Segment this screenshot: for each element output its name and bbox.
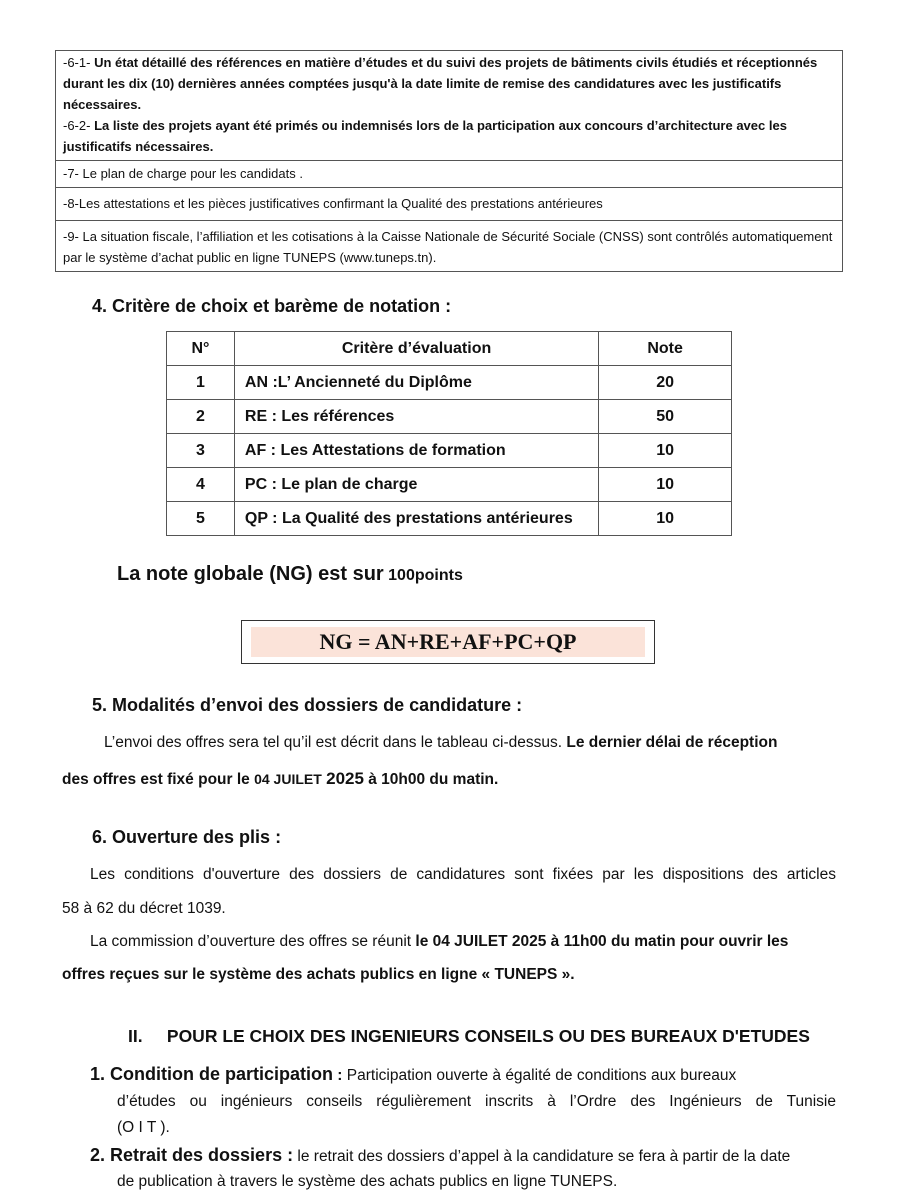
section-5-heading: 5. Modalités d’envoi des dossiers de candidature : [92,695,523,715]
global-note-points: 100points [388,567,463,584]
criteria-table [166,331,732,536]
item-9: -9- La situation fiscale, l’affiliation et les cotisations à la Caisse Nationale de Sécurité Sociale (CNSS) sont contrôlés automatiquement par le système d’achat public en ligne TUNEPS (www.tuneps.tn). [56,220,842,271]
table-row [167,502,732,536]
cell-number: 3 [167,434,235,468]
section-6-p2-line1 [90,932,836,952]
section-6-p2-bold-b: offres reçues sur le système des achats publics en ligne « TUNEPS ». [62,966,575,983]
part-2-item-1-text: Participation ouverte à égalité de conditions aux bureaux [346,1067,737,1084]
cell-criterion: PC : Le plan de charge [234,468,598,502]
section-5-paragraph-line2 [62,769,838,790]
cell-criterion: RE : Les références [234,400,598,434]
section-5-date: 04 JUILET [254,771,322,787]
table-row [167,400,732,434]
cell-note: 10 [599,502,732,536]
col-header-criterion: Critère d’évaluation [234,332,598,366]
section-6-p1-line1: Les conditions d'ouverture des dossiers de candidatures sont fixées par les dispositions des articles [90,866,836,883]
col-header-note: Note [599,332,732,366]
table-row [167,366,732,400]
formula-box [241,620,655,664]
col-header-number: N° [167,332,235,366]
cell-number: 1 [167,366,235,400]
part-2-item-2-line1 [90,1145,836,1167]
section-5-text: L’envoi des offres sera tel qu’il est décrit dans le tableau ci-dessus. [104,734,563,751]
item-6-1-number: -6-1- [63,55,91,70]
cell-criterion: QP : La Qualité des prestations antérieures [234,502,598,536]
requirements-box [55,50,843,272]
section-5-paragraph-line1 [62,733,838,753]
part-2-item-1-line1 [90,1064,836,1086]
item-6-2-text: La liste des projets ayant été primés ou indemnisés lors de la participation aux concours d’architecture avec les justificatifs nécessaires. [63,118,787,154]
section-5-deadline-a: Le dernier délai de réception [566,734,778,751]
cell-note: 50 [599,400,732,434]
global-note-line [117,563,463,586]
section-5-time: à 10h00 du matin. [368,771,499,788]
part-2-item-2-title: 2. Retrait des dossiers : [90,1145,294,1165]
table-row [167,434,732,468]
formula-text: NG = AN+RE+AF+PC+QP [251,627,645,657]
criteria-table-header [167,332,732,366]
item-8: -8-Les attestations et les pièces justificatives confirmant la Qualité des prestations antérieures [56,187,842,220]
part-2-item-1-colon: : [333,1067,343,1084]
requirements-row-6 [56,51,842,160]
section-6-p1-line2: 58 à 62 du décret 1039. [62,900,226,917]
section-6-heading: 6. Ouverture des plis : [92,827,282,847]
section-5-year: 2025 [326,769,364,788]
section-6-p2-text: La commission d’ouverture des offres se réunit [90,933,412,950]
section-4-heading: 4. Critère de choix et barème de notation : [92,296,452,316]
part-2-item-1-line2: d’études ou ingénieurs conseils régulièrement inscrits à l’Ordre des Ingénieurs de Tunisie [117,1093,836,1110]
item-6-1-text: Un état détaillé des références en matière d’études et du suivi des projets de bâtiments civils étudiés et réceptionnés durant les dix (10) dernières années comptées jusqu'à la date limite de remise des candidatures avec les justificatifs nécessaires. [63,55,818,112]
cell-criterion: AN :L’ Ancienneté du Diplôme [234,366,598,400]
item-7: -7- Le plan de charge pour les candidats . [56,160,842,187]
section-6-p2-line2 [62,965,575,985]
item-6-2 [63,115,835,157]
table-row [167,468,732,502]
cell-number: 2 [167,400,235,434]
cell-criterion: AF : Les Attestations de formation [234,434,598,468]
section-5-deadline-b: des offres est fixé pour le [62,771,250,788]
cell-note: 20 [599,366,732,400]
cell-number: 5 [167,502,235,536]
cell-note: 10 [599,468,732,502]
part-2-item-1-title: 1. Condition de participation [90,1064,333,1084]
section-6-p2-bold-a: le 04 JUILET 2025 à 11h00 du matin pour ouvrir les [415,933,789,950]
part-2-heading: II. POUR LE CHOIX DES INGENIEURS CONSEILS OU DES BUREAUX D'ETUDES [128,1026,810,1046]
item-6-2-number: -6-2- [63,118,91,133]
cell-number: 4 [167,468,235,502]
part-2-item-1-line3: (O I T ). [117,1119,170,1136]
item-6-1 [63,52,835,115]
part-2-item-2-text: le retrait des dossiers d’appel à la candidature se fera à partir de la date [297,1148,791,1165]
part-2-item-2-line2: de publication à travers le système des achats publics en ligne TUNEPS. [117,1173,618,1190]
global-note-text: La note globale (NG) est sur [117,563,384,585]
cell-note: 10 [599,434,732,468]
